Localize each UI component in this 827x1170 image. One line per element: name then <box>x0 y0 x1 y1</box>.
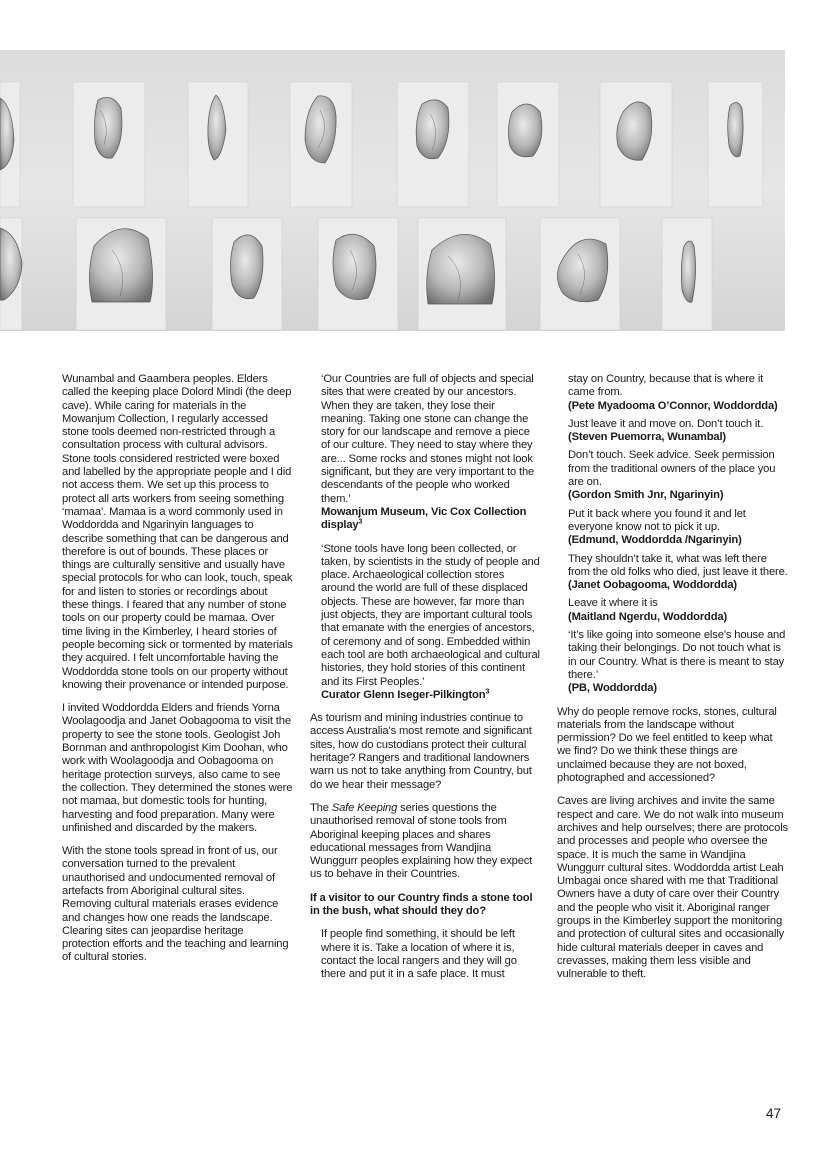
answer-item: Don’t touch. Seek advice. Seek permission from the traditional owners of the place you are on. (Gordon Smith Jnr, Ngarinyin) <box>557 449 788 502</box>
answer-attribution: (PB, Woddordda) <box>568 682 657 695</box>
paragraph: Why do people remove rocks, stones, cultural materials from the landscape without permission? Do we feel entitled to keep what we find? Do we think these things are unclaimed because they are not boxed, photographed and accessioned? <box>557 705 777 785</box>
quote-source: Curator Glenn Iseger-Pilkington$^3$ <box>321 688 490 701</box>
answer-attribution: (Maitland Ngerdu, Woddordda) <box>568 610 728 623</box>
footnote-ref: 3 <box>485 688 490 696</box>
answer-item: They shouldn’t take it, what was left there from the old folks who died, just leave it there. (Janet Oobagooma, Woddordda) <box>568 552 788 592</box>
footnote-ref: 3 <box>358 518 363 526</box>
answer-item: ‘It’s like going into someone else’s house and taking their belongings. Do not touch what is in our Country. What is there is meant to stay there.’ (PB, Woddordda) <box>557 629 788 695</box>
answer-attribution: (Steven Puemorra, Wunambal) <box>568 431 726 444</box>
answer-attribution: (Edmund, Woddordda /Ngarinyin) <box>568 534 742 547</box>
stone-tools-photograph <box>0 50 785 331</box>
pull-quote <box>310 543 541 703</box>
answer-item: stay on Country, because that is where it came from. (Pete Myadooma O’Connor, Woddordda) <box>557 373 788 413</box>
series-title: Safe Keeping <box>331 801 398 814</box>
answer-text: If people find something, it should be left where it is. Take a location of where it is, contact the local rangers and they will go there and put it in a safe place. It must <box>321 928 517 981</box>
answer-attribution: (Gordon Smith Jnr, Ngarinyin) <box>568 489 724 502</box>
question-heading: If a visitor to our Country finds a stone tool in the bush, what should they do? <box>310 891 533 917</box>
quote-source: Mowanjum Museum, Vic Cox Collection display$^3$ <box>321 505 527 532</box>
page-number: 47 <box>766 1106 782 1121</box>
paragraph: As tourism and mining industries continue to access Australia’s most remote and significant sites, how do custodians protect their cultural heritage? Rangers and traditional landowners warn us not to take anything from Country, but do we hear their message? <box>310 712 532 791</box>
answer-item: Leave it where it is (Maitland Ngerdu, Woddordda) <box>557 597 788 624</box>
paragraph: Caves are living archives and invite the same respect and care. We do not walk into museum archives and help ourselves; there are protocols and processes and people who oversee the space. It is much the same in Wandjina Wunggurr cultural sites. Woddordda artist Leah Umbagai once shared with me that Traditional Owners have a duty of care over their Country and the people who visit it. Aboriginal ranger groups in the Kimberley support the monitoring and protection of cultural sites and occasionally hide cultural materials deeper in caves and crevasses, making them less visible and vulnerable to theft. <box>557 795 788 981</box>
paragraph: The Safe Keeping series questions the unauthorised removal of stone tools from Aboriginal keeping places and shares educational messages from Wandjina Wunggurr peoples explaining how they expect us to behave in their Countries. <box>310 801 533 881</box>
pull-quote <box>310 373 541 533</box>
quote-text: ‘Stone tools have long been collected, or taken, by scientists in the study of people and place. Archaeological collection stores around the world are full of these displaced objects. These are however, far more than just objects, they are important cultural tools that emanate with the energies of ancestors, of ceremony and of song. Embedded within each tool are both archaeological and cultural histories, they hold stories of this continent and its First Peoples.’ <box>321 542 540 688</box>
text-column-1 <box>62 373 293 975</box>
paragraph: Wunambal and Gaambera peoples. Elders called the keeping place Dolord Mindi (the deep cave). While caring for materials in the Mowanjum Collection, I regularly accessed stone tools deemed non-restricted through a consultation process with cultural advisors. Stone tools considered restricted were boxed and labelled by the appropriate people and I did not access them. We set up this process to protect all arts workers from seeing something ‘mamaa’. Mamaa is a word commonly used in Woddordda and Ngarinyin languages to describe something that can be dangerous and therefore is out of bounds. These places or things are culturally sensitive and usually have special protocols for who can look, touch, speak for and listen to stories or recordings about these things. I feared that any number of stone tools on our property could be mamaa. Over time living in the Kimberley, I heard stories of people becoming sick or tormented by materials they acquired. I felt uncomfortable having the Woddordda stone tools on our property without knowing their provenance or intended purpose. <box>62 373 293 691</box>
text-column-3 <box>557 373 788 991</box>
answer-attribution: (Janet Oobagooma, Woddordda) <box>568 579 737 592</box>
paragraph: With the stone tools spread in front of us, our conversation turned to the prevalent unauthorised and undocumented removal of artefacts from Aboriginal cultural sites. Removing cultural materials erases evidence and changes how one reads the landscape. Clearing sites can jeopardise heritage protection efforts and the teaching and learning of cultural stories. <box>62 845 289 964</box>
text-column-2 <box>310 373 541 991</box>
quote-text: ‘Our Countries are full of objects and special sites that were created by our ancestors. When they are taken, they lose their meaning. Taking one stone can change the story for our landscape and remove a piece of our culture. They need to stay where they are... Some rocks and stones might not look significant, but they are very important to the descendants of the people who worked them.’ <box>321 373 535 505</box>
answer-item: Put it back where you found it and let everyone know not to pick it up. (Edmund, Woddordda /Ngarinyin) <box>557 508 788 548</box>
answer-item: Just leave it and move on. Don’t touch it. (Steven Puemorra, Wunambal) <box>557 418 788 445</box>
answer-attribution: (Pete Myadooma O’Connor, Woddordda) <box>568 399 778 412</box>
paragraph: I invited Woddordda Elders and friends Yorna Woolagoodja and Janet Oobagooma to visit the property to see the stone tools. Geologist Joh Bornman and anthropologist Kim Doohan, who work with Woolagoodja and Oobagooma on heritage protection surveys, also came to see the collection. They determined the stones were not mamaa, but domestic tools for hunting, harvesting and food preparation. Many were unfinished and discarded by the makers. <box>62 702 293 834</box>
